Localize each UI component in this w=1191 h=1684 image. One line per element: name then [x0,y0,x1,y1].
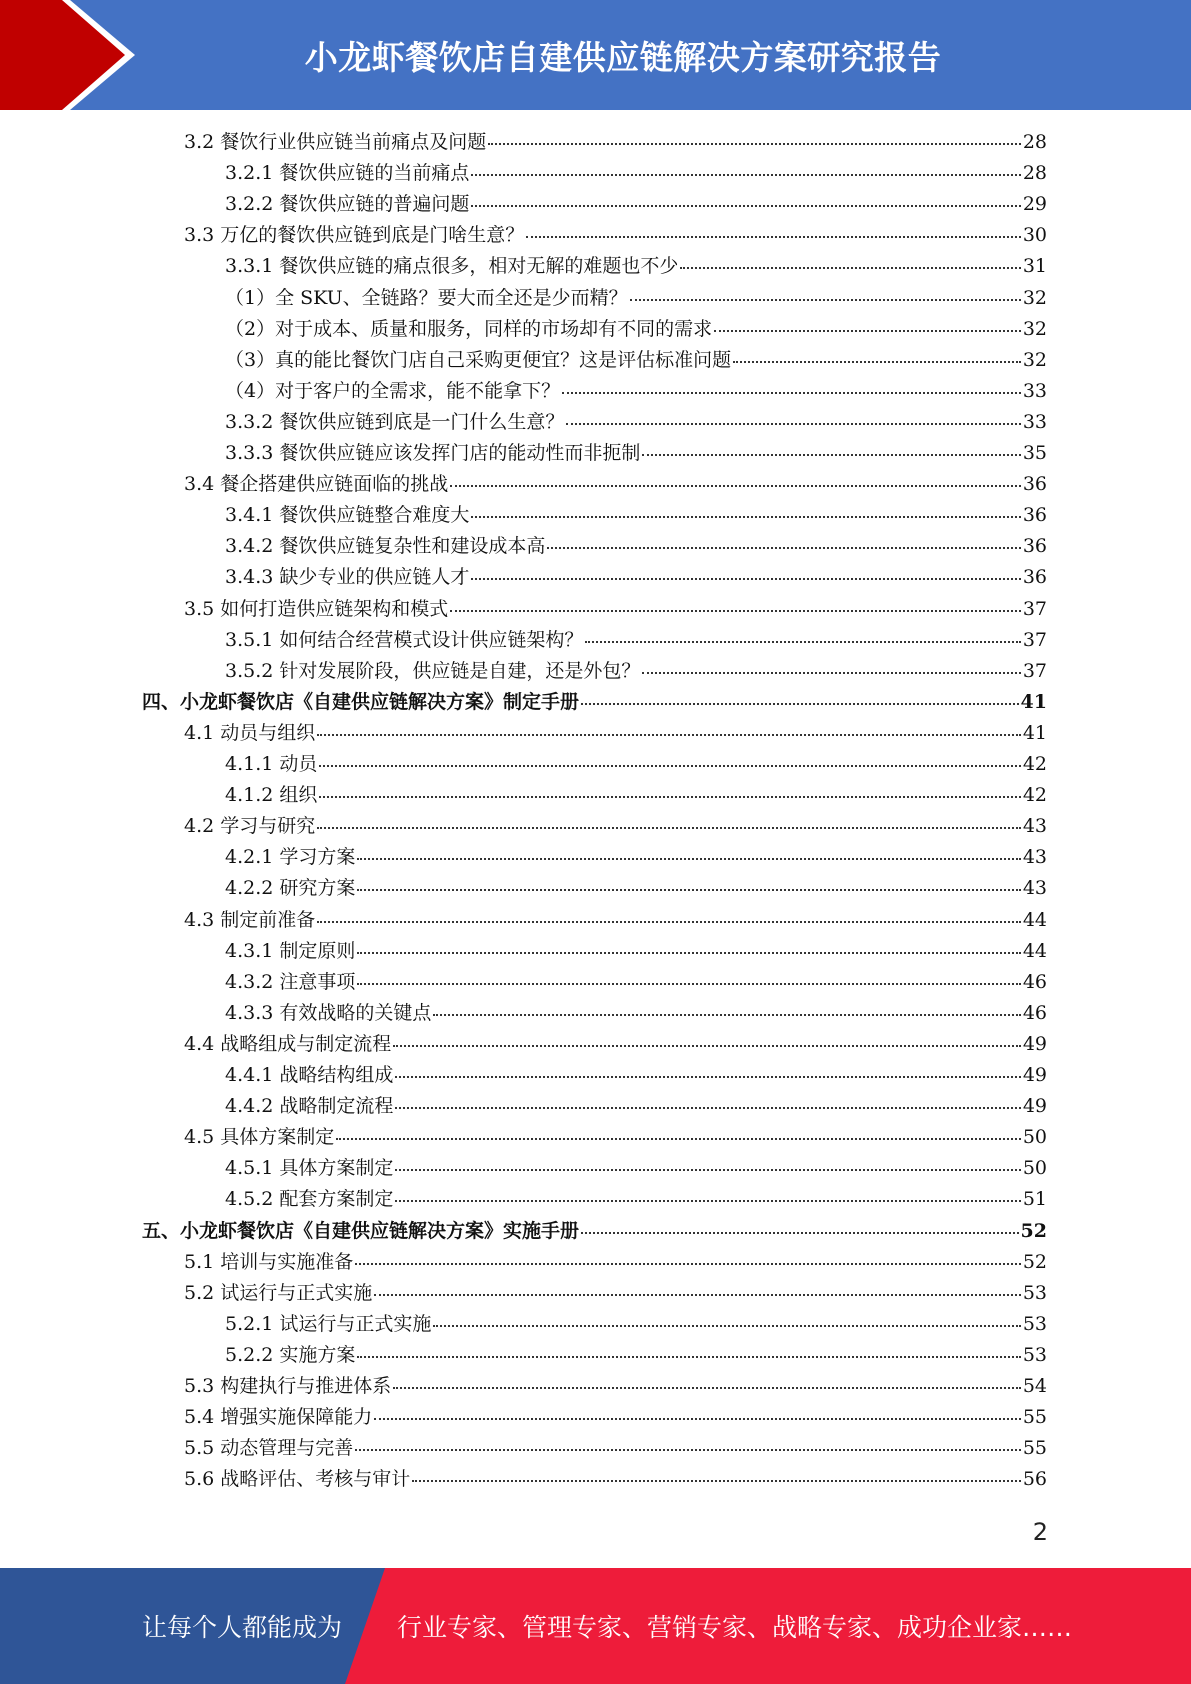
toc-entry-page: 43 [1022,815,1047,838]
toc-entry-title: 3.3.2 餐饮供应链到底是一门什么生意？ [225,410,565,433]
toc-entry-page: 55 [1022,1437,1047,1460]
toc-entry-title: 5.2.2 实施方案 [225,1343,356,1366]
toc-entry-page: 33 [1022,379,1047,402]
toc-entry-page: 36 [1022,473,1047,496]
toc-entry-title: 3.3.1 餐饮供应链的痛点很多，相对无解的难题也不少 [225,255,679,278]
toc-entry[interactable] [0,531,1047,562]
toc-entry-title: 5.6 战略评估、考核与审计 [184,1468,411,1491]
toc-dot-leader [562,392,1021,394]
toc-entry-title: 四、小龙虾餐饮店《自建供应链解决方案》制定手册 [142,690,580,713]
toc-entry-page: 30 [1022,224,1047,247]
toc-dot-leader [581,1232,1019,1234]
toc-entry[interactable] [0,1060,1047,1091]
toc-entry-title: 4.5 具体方案制定 [184,1126,335,1149]
toc-entry[interactable] [0,1247,1047,1278]
toc-entry-page: 49 [1022,1064,1047,1086]
toc-dot-leader [412,1480,1021,1482]
toc-entry-page: 50 [1022,1126,1047,1149]
toc-dot-leader [355,1449,1021,1451]
toc-dot-leader [714,330,1021,332]
toc-entry-page: 33 [1022,410,1047,433]
toc-entry-page: 49 [1022,1032,1047,1055]
toc-dot-leader [395,1169,1020,1171]
toc-entry-page: 42 [1022,784,1047,807]
toc-entry-title: 3.5 如何打造供应链架构和模式 [184,597,449,620]
toc-entry[interactable] [0,1184,1047,1215]
toc-dot-leader [317,734,1021,736]
toc-entry-page: 43 [1022,846,1047,869]
toc-entry-page: 41 [1022,721,1047,744]
toc-dot-leader [630,299,1021,301]
toc-entry-page: 42 [1022,753,1047,775]
toc-entry[interactable] [0,718,1047,749]
page-number: 2 [1032,1518,1048,1546]
toc-dot-leader [433,1014,1020,1016]
toc-entry[interactable] [0,158,1047,189]
toc-entry[interactable] [0,1153,1047,1184]
toc-entry[interactable] [0,189,1047,220]
toc-entry-title: （3）真的能比餐饮门店自己采购更便宜？这是评估标准问题 [225,348,732,371]
toc-entry-page: 51 [1022,1188,1047,1211]
toc-entry-title: 4.1.2 组织 [225,784,318,807]
toc-entry[interactable] [0,500,1047,531]
toc-dot-leader [395,1107,1020,1109]
toc-entry-title: 5.4 增强实施保障能力 [184,1406,373,1429]
toc-dot-leader [374,1418,1021,1420]
toc-entry-page: 46 [1022,970,1047,993]
toc-entry-title: 4.2.2 研究方案 [225,877,356,900]
toc-chapter-entry[interactable] [0,687,1047,718]
toc-entry-title: 3.4.2 餐饮供应链复杂性和建设成本高 [225,535,546,558]
toc-entry-page: 49 [1022,1095,1047,1118]
toc-dot-leader [357,889,1020,891]
toc-dot-leader [450,485,1021,487]
toc-entry-page: 28 [1022,162,1047,185]
toc-entry[interactable] [0,842,1047,873]
toc-entry[interactable] [0,345,1047,376]
toc-entry[interactable] [0,594,1047,625]
toc-dot-leader [357,983,1020,985]
toc-entry-title: 4.3.1 制定原则 [225,939,356,962]
toc-entry[interactable] [0,1402,1047,1433]
toc-entry-page: 37 [1022,628,1047,651]
toc-dot-leader [471,174,1020,176]
toc-entry-title: 3.4 餐企搭建供应链面临的挑战 [184,473,449,496]
header-chevron-decoration [0,0,160,110]
toc-entry-page: 50 [1022,1157,1047,1180]
toc-entry-page: 36 [1022,535,1047,558]
toc-dot-leader [393,1045,1021,1047]
toc-entry[interactable] [0,749,1047,780]
toc-entry-page: 53 [1022,1281,1047,1304]
toc-entry-title: 3.2.2 餐饮供应链的普遍问题 [225,193,470,216]
toc-entry-title: 3.4.3 缺少专业的供应链人才 [225,566,470,589]
toc-entry-page: 32 [1022,317,1047,340]
toc-entry-title: 4.3 制定前准备 [184,908,316,931]
toc-dot-leader [471,516,1020,518]
toc-entry[interactable] [0,811,1047,842]
report-title: 小龙虾餐饮店自建供应链解决方案研究报告 [304,37,942,77]
toc-dot-leader [393,1387,1021,1389]
toc-entry-title: 4.1.1 动员 [225,753,318,775]
toc-entry-title: 4.2 学习与研究 [184,815,316,838]
toc-dot-leader [336,1138,1021,1140]
toc-entry-title: 3.3 万亿的餐饮供应链到底是门啥生意？ [184,224,525,247]
toc-entry[interactable] [0,562,1047,593]
toc-entry-title: 3.2.1 餐饮供应链的当前痛点 [225,162,470,185]
toc-entry-page: 28 [1022,131,1047,153]
toc-entry-page: 43 [1022,877,1047,900]
toc-chapter-entry[interactable] [0,1216,1047,1247]
toc-entry-page: 53 [1022,1343,1047,1366]
toc-dot-leader [319,765,1020,767]
toc-entry[interactable] [0,625,1047,656]
toc-dot-leader [357,952,1020,954]
toc-entry[interactable] [0,967,1047,998]
toc-dot-leader [566,423,1020,425]
toc-entry-page: 32 [1022,286,1047,309]
toc-entry-title: 4.3.2 注意事项 [225,970,356,993]
toc-entry-page: 44 [1022,939,1047,962]
toc-entry[interactable] [0,905,1047,936]
toc-entry[interactable] [0,127,1047,158]
toc-entry-title: 3.2 餐饮行业供应链当前痛点及问题 [184,131,487,153]
toc-entry[interactable] [0,1278,1047,1309]
toc-dot-leader [547,547,1020,549]
toc-dot-leader [642,454,1020,456]
toc-dot-leader [317,921,1021,923]
footer-slogan-left: 让每个人都能成为 [142,1613,343,1642]
toc-entry-title: （4）对于客户的全需求，能不能拿下？ [225,379,561,402]
toc-entry-page: 46 [1022,1001,1047,1024]
toc-entry-page: 55 [1022,1406,1047,1429]
toc-entry[interactable] [0,1122,1047,1153]
page-header [0,0,1191,110]
toc-entry-title: 5.3 构建执行与推进体系 [184,1375,392,1397]
toc-dot-leader [585,641,1020,643]
toc-entry[interactable] [0,1371,1047,1402]
toc-entry-title: 4.4.1 战略结构组成 [225,1064,394,1086]
toc-entry-title: 3.5.1 如何结合经营模式设计供应链架构？ [225,628,584,651]
toc-entry-title: 5.2.1 试运行与正式实施 [225,1312,432,1335]
toc-entry-title: 4.5.2 配套方案制定 [225,1188,394,1211]
toc-entry-page: 52 [1020,1219,1047,1242]
toc-entry-page: 41 [1020,690,1047,713]
toc-entry[interactable] [0,283,1047,314]
toc-entry-title: 5.2 试运行与正式实施 [184,1281,373,1304]
toc-entry-page: 32 [1022,348,1047,371]
toc-entry[interactable] [0,220,1047,251]
toc-entry-title: 4.2.1 学习方案 [225,846,356,869]
toc-entry[interactable] [0,936,1047,967]
toc-entry[interactable] [0,1340,1047,1371]
toc-entry-page: 53 [1022,1312,1047,1335]
toc-dot-leader [733,361,1021,363]
toc-entry-title: 4.3.3 有效战略的关键点 [225,1001,432,1024]
toc-entry-title: 3.3.3 餐饮供应链应该发挥门店的能动性而非扼制 [225,442,641,464]
toc-entry[interactable] [0,1309,1047,1340]
toc-dot-leader [374,1294,1021,1296]
toc-dot-leader [680,267,1020,269]
footer-slogan-right: 行业专家、管理专家、营销专家、战略专家、成功企业家…… [397,1613,1073,1642]
toc-entry-title: 3.5.2 针对发展阶段，供应链是自建，还是外包？ [225,659,641,682]
toc-dot-leader [357,858,1020,860]
toc-dot-leader [526,236,1021,238]
toc-entry[interactable] [0,998,1047,1029]
page-footer [0,1568,1191,1684]
toc-entry-page: 44 [1022,908,1047,931]
toc-entry[interactable] [0,407,1047,438]
toc-entry-page: 52 [1022,1250,1047,1273]
toc-entry[interactable] [0,1029,1047,1060]
toc-entry-page: 54 [1022,1375,1047,1397]
toc-entry-title: 五、小龙虾餐饮店《自建供应链解决方案》实施手册 [142,1219,580,1242]
toc-entry-title: 5.5 动态管理与完善 [184,1437,354,1460]
toc-entry-title: 5.1 培训与实施准备 [184,1250,354,1273]
toc-entry-page: 29 [1022,193,1047,216]
toc-entry-page: 36 [1022,566,1047,589]
toc-dot-leader [317,827,1021,829]
toc-entry-title: （2）对于成本、质量和服务，同样的市场却有不同的需求 [225,317,713,340]
toc-entry-page: 37 [1022,597,1047,620]
toc-entry[interactable] [0,873,1047,904]
toc-dot-leader [319,796,1020,798]
toc-entry-page: 35 [1022,442,1047,464]
toc-entry-title: 3.4.1 餐饮供应链整合难度大 [225,504,470,527]
toc-entry-page: 36 [1022,504,1047,527]
toc-dot-leader [471,205,1020,207]
toc-entry-page: 37 [1022,659,1047,682]
toc-entry-title: 4.4.2 战略制定流程 [225,1095,394,1118]
toc-entry[interactable] [0,438,1047,469]
toc-entry[interactable] [0,251,1047,282]
toc-entry-title: 4.1 动员与组织 [184,721,316,744]
toc-dot-leader [395,1076,1020,1078]
toc-entry-title: （1）全 SKU、全链路？要大而全还是少而精？ [225,286,628,309]
toc-dot-leader [581,703,1019,705]
toc-entry[interactable] [0,314,1047,345]
toc-dot-leader [450,610,1021,612]
toc-dot-leader [642,672,1020,674]
toc-entry[interactable] [0,656,1047,687]
toc-entry-page: 31 [1022,255,1047,278]
toc-dot-leader [355,1263,1021,1265]
toc-dot-leader [433,1325,1020,1327]
toc-entry[interactable] [0,1464,1047,1495]
toc-entry[interactable] [0,1433,1047,1464]
toc-entry[interactable] [0,469,1047,500]
toc-entry[interactable] [0,780,1047,811]
toc-entry-title: 4.4 战略组成与制定流程 [184,1032,392,1055]
toc-entry[interactable] [0,376,1047,407]
toc-entry-title: 4.5.1 具体方案制定 [225,1157,394,1180]
toc-dot-leader [471,578,1020,580]
toc-entry-page: 56 [1022,1468,1047,1491]
toc-dot-leader [488,143,1021,145]
toc-dot-leader [357,1356,1020,1358]
toc-entry[interactable] [0,1091,1047,1122]
toc-dot-leader [395,1200,1020,1202]
